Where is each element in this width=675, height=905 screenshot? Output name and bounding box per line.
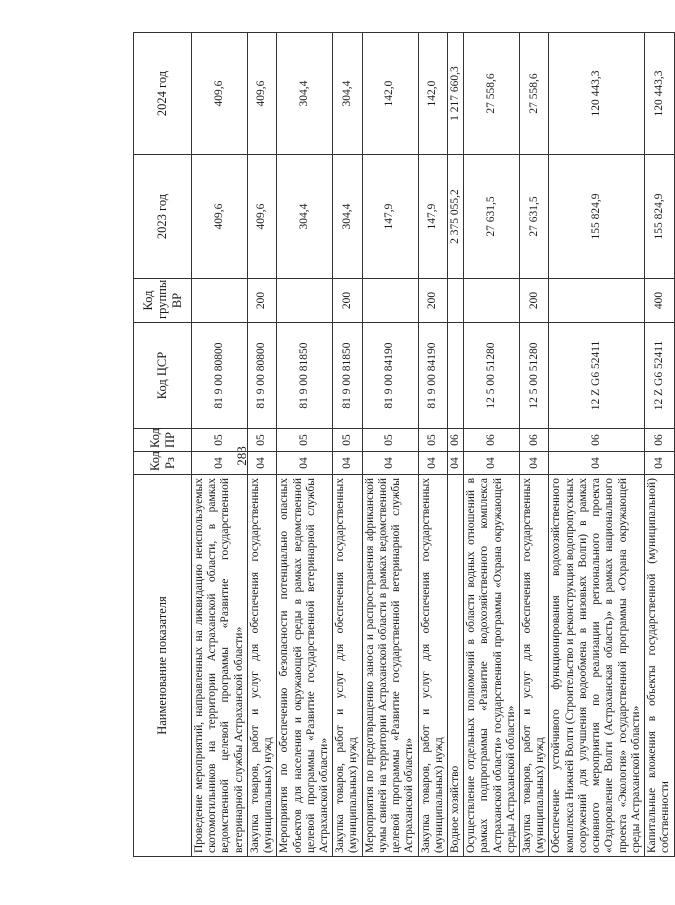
cell-y2023: 409,6 <box>247 155 276 279</box>
cell-y2023: 409,6 <box>192 155 248 279</box>
cell-pr: 06 <box>549 429 645 452</box>
cell-rz: 04 <box>247 452 276 475</box>
cell-csr: 12 Z G6 52411 <box>549 323 645 429</box>
cell-vr: 200 <box>418 279 447 323</box>
table-row <box>645 33 675 857</box>
cell-y2023: 155 824,9 <box>549 155 645 279</box>
cell-y2023: 304,4 <box>277 155 333 279</box>
cell-y2024: 142,0 <box>418 33 447 155</box>
cell-name: Обеспечение устойчивого функционирования водохозяйственного комплекса Нижней Волги (Строительство и реконструкция водопропускных сооружений для улучшения водообмена в низовьях Волги) в рамках основного мероприятия по реализации регионального проекта «Оздоровление Волги (Астраханская область)» в рамках национального проекта «Экология» государственной программы «Охрана окружающей среды Астраханской области» <box>549 475 645 857</box>
budget-table <box>133 32 675 857</box>
header-pr: Код ПР <box>134 429 192 452</box>
table-row <box>277 33 333 857</box>
cell-y2023: 2 375 055,2 <box>447 155 463 279</box>
cell-name: Закупка товаров, работ и услуг для обеспечения государственных (муниципальных) нужд <box>333 475 362 857</box>
cell-vr: 400 <box>645 279 675 323</box>
table-row <box>362 33 418 857</box>
cell-name: Мероприятия по обеспечению безопасности потенциально опасных объектов для населения и окружающей среды в рамках ведомственной целевой программы «Развитие государственной ветеринарной службы Астраханской области» <box>277 475 333 857</box>
header-name: Наименование показателя <box>134 475 192 857</box>
cell-vr <box>464 279 520 323</box>
cell-csr: 12 Z G6 52411 <box>645 323 675 429</box>
cell-rz: 04 <box>333 452 362 475</box>
cell-pr: 05 <box>247 429 276 452</box>
table-row <box>418 33 447 857</box>
cell-csr: 12 5 00 51280 <box>520 323 549 429</box>
cell-y2023: 27 631,5 <box>464 155 520 279</box>
cell-y2024: 27 558,6 <box>464 33 520 155</box>
cell-rz: 04 <box>447 452 463 475</box>
cell-rz: 04 <box>645 452 675 475</box>
cell-y2023: 304,4 <box>333 155 362 279</box>
rotated-table-container <box>133 33 672 857</box>
cell-y2024: 142,0 <box>362 33 418 155</box>
table-row <box>247 33 276 857</box>
table-row <box>464 33 520 857</box>
cell-pr: 05 <box>333 429 362 452</box>
cell-csr: 12 5 00 51280 <box>464 323 520 429</box>
cell-y2024: 27 558,6 <box>520 33 549 155</box>
cell-y2024: 409,6 <box>192 33 248 155</box>
page-number: 283 <box>234 446 249 466</box>
cell-y2024: 120 443,3 <box>645 33 675 155</box>
cell-vr <box>447 279 463 323</box>
cell-csr <box>447 323 463 429</box>
cell-vr: 200 <box>247 279 276 323</box>
cell-vr <box>277 279 333 323</box>
cell-rz: 04 <box>418 452 447 475</box>
cell-csr: 81 9 00 84190 <box>418 323 447 429</box>
cell-y2023: 147,9 <box>418 155 447 279</box>
cell-csr: 81 9 00 84190 <box>362 323 418 429</box>
cell-y2024: 1 217 660,3 <box>447 33 463 155</box>
cell-name: Водное хозяйство <box>447 475 463 857</box>
cell-y2023: 27 631,5 <box>520 155 549 279</box>
cell-csr: 81 9 00 81850 <box>277 323 333 429</box>
cell-rz: 04 <box>520 452 549 475</box>
cell-pr: 06 <box>447 429 463 452</box>
table-row <box>333 33 362 857</box>
cell-rz: 04 <box>464 452 520 475</box>
cell-name: Мероприятия по предотвращению заноса и распространения африканской чумы свиней на территории Астраханской области в рамках ведомственной целевой программы «Развитие государственной ветеринарной службы Астраханской области» <box>362 475 418 857</box>
cell-name: Осуществление отдельных полномочий в области водных отношений в рамках подпрограммы «Развитие водохозяйственного комплекса Астраханской области» государственной программы «Охрана окружающей среды Астраханской области» <box>464 475 520 857</box>
cell-vr: 200 <box>520 279 549 323</box>
cell-rz: 04 <box>549 452 645 475</box>
header-2023: 2023 год <box>134 155 192 279</box>
cell-name: Закупка товаров, работ и услуг для обеспечения государственных (муниципальных) нужд <box>418 475 447 857</box>
cell-y2023: 147,9 <box>362 155 418 279</box>
header-row <box>134 33 192 857</box>
cell-y2024: 409,6 <box>247 33 276 155</box>
cell-name: Закупка товаров, работ и услуг для обеспечения государственных (муниципальных) нужд <box>520 475 549 857</box>
cell-name: Капитальные вложения в объекты государственной (муниципальной) собственности <box>645 475 675 857</box>
cell-pr: 05 <box>277 429 333 452</box>
cell-pr: 05 <box>418 429 447 452</box>
cell-vr <box>549 279 645 323</box>
cell-pr: 06 <box>464 429 520 452</box>
cell-pr: 05 <box>192 429 248 452</box>
cell-y2024: 120 443,3 <box>549 33 645 155</box>
cell-y2024: 304,4 <box>277 33 333 155</box>
cell-csr: 81 9 00 81850 <box>333 323 362 429</box>
header-rz: Код Рз <box>134 452 192 475</box>
cell-vr <box>192 279 248 323</box>
header-2024: 2024 год <box>134 33 192 155</box>
cell-vr: 200 <box>333 279 362 323</box>
cell-rz: 04 <box>277 452 333 475</box>
header-vr: Код группы ВР <box>134 279 192 323</box>
table-row <box>447 33 463 857</box>
cell-pr: 06 <box>520 429 549 452</box>
cell-name: Проведение мероприятий, направленных на ликвидацию неиспользуемых скотомогильников на территории Астраханской области, в рамках ведомственной целевой программы «Развитие государственной ветеринарной службы Астраханской области» <box>192 475 248 857</box>
table-row <box>549 33 645 857</box>
header-csr: Код ЦСР <box>134 323 192 429</box>
cell-csr: 81 9 00 80800 <box>192 323 248 429</box>
table-row <box>520 33 549 857</box>
cell-pr: 06 <box>645 429 675 452</box>
cell-csr: 81 9 00 80800 <box>247 323 276 429</box>
cell-rz: 04 <box>362 452 418 475</box>
cell-vr <box>362 279 418 323</box>
table-row <box>192 33 248 857</box>
cell-name: Закупка товаров, работ и услуг для обеспечения государственных (муниципальных) нужд <box>247 475 276 857</box>
cell-pr: 05 <box>362 429 418 452</box>
cell-y2024: 304,4 <box>333 33 362 155</box>
cell-rz: 04 <box>192 452 248 475</box>
cell-y2023: 155 824,9 <box>645 155 675 279</box>
